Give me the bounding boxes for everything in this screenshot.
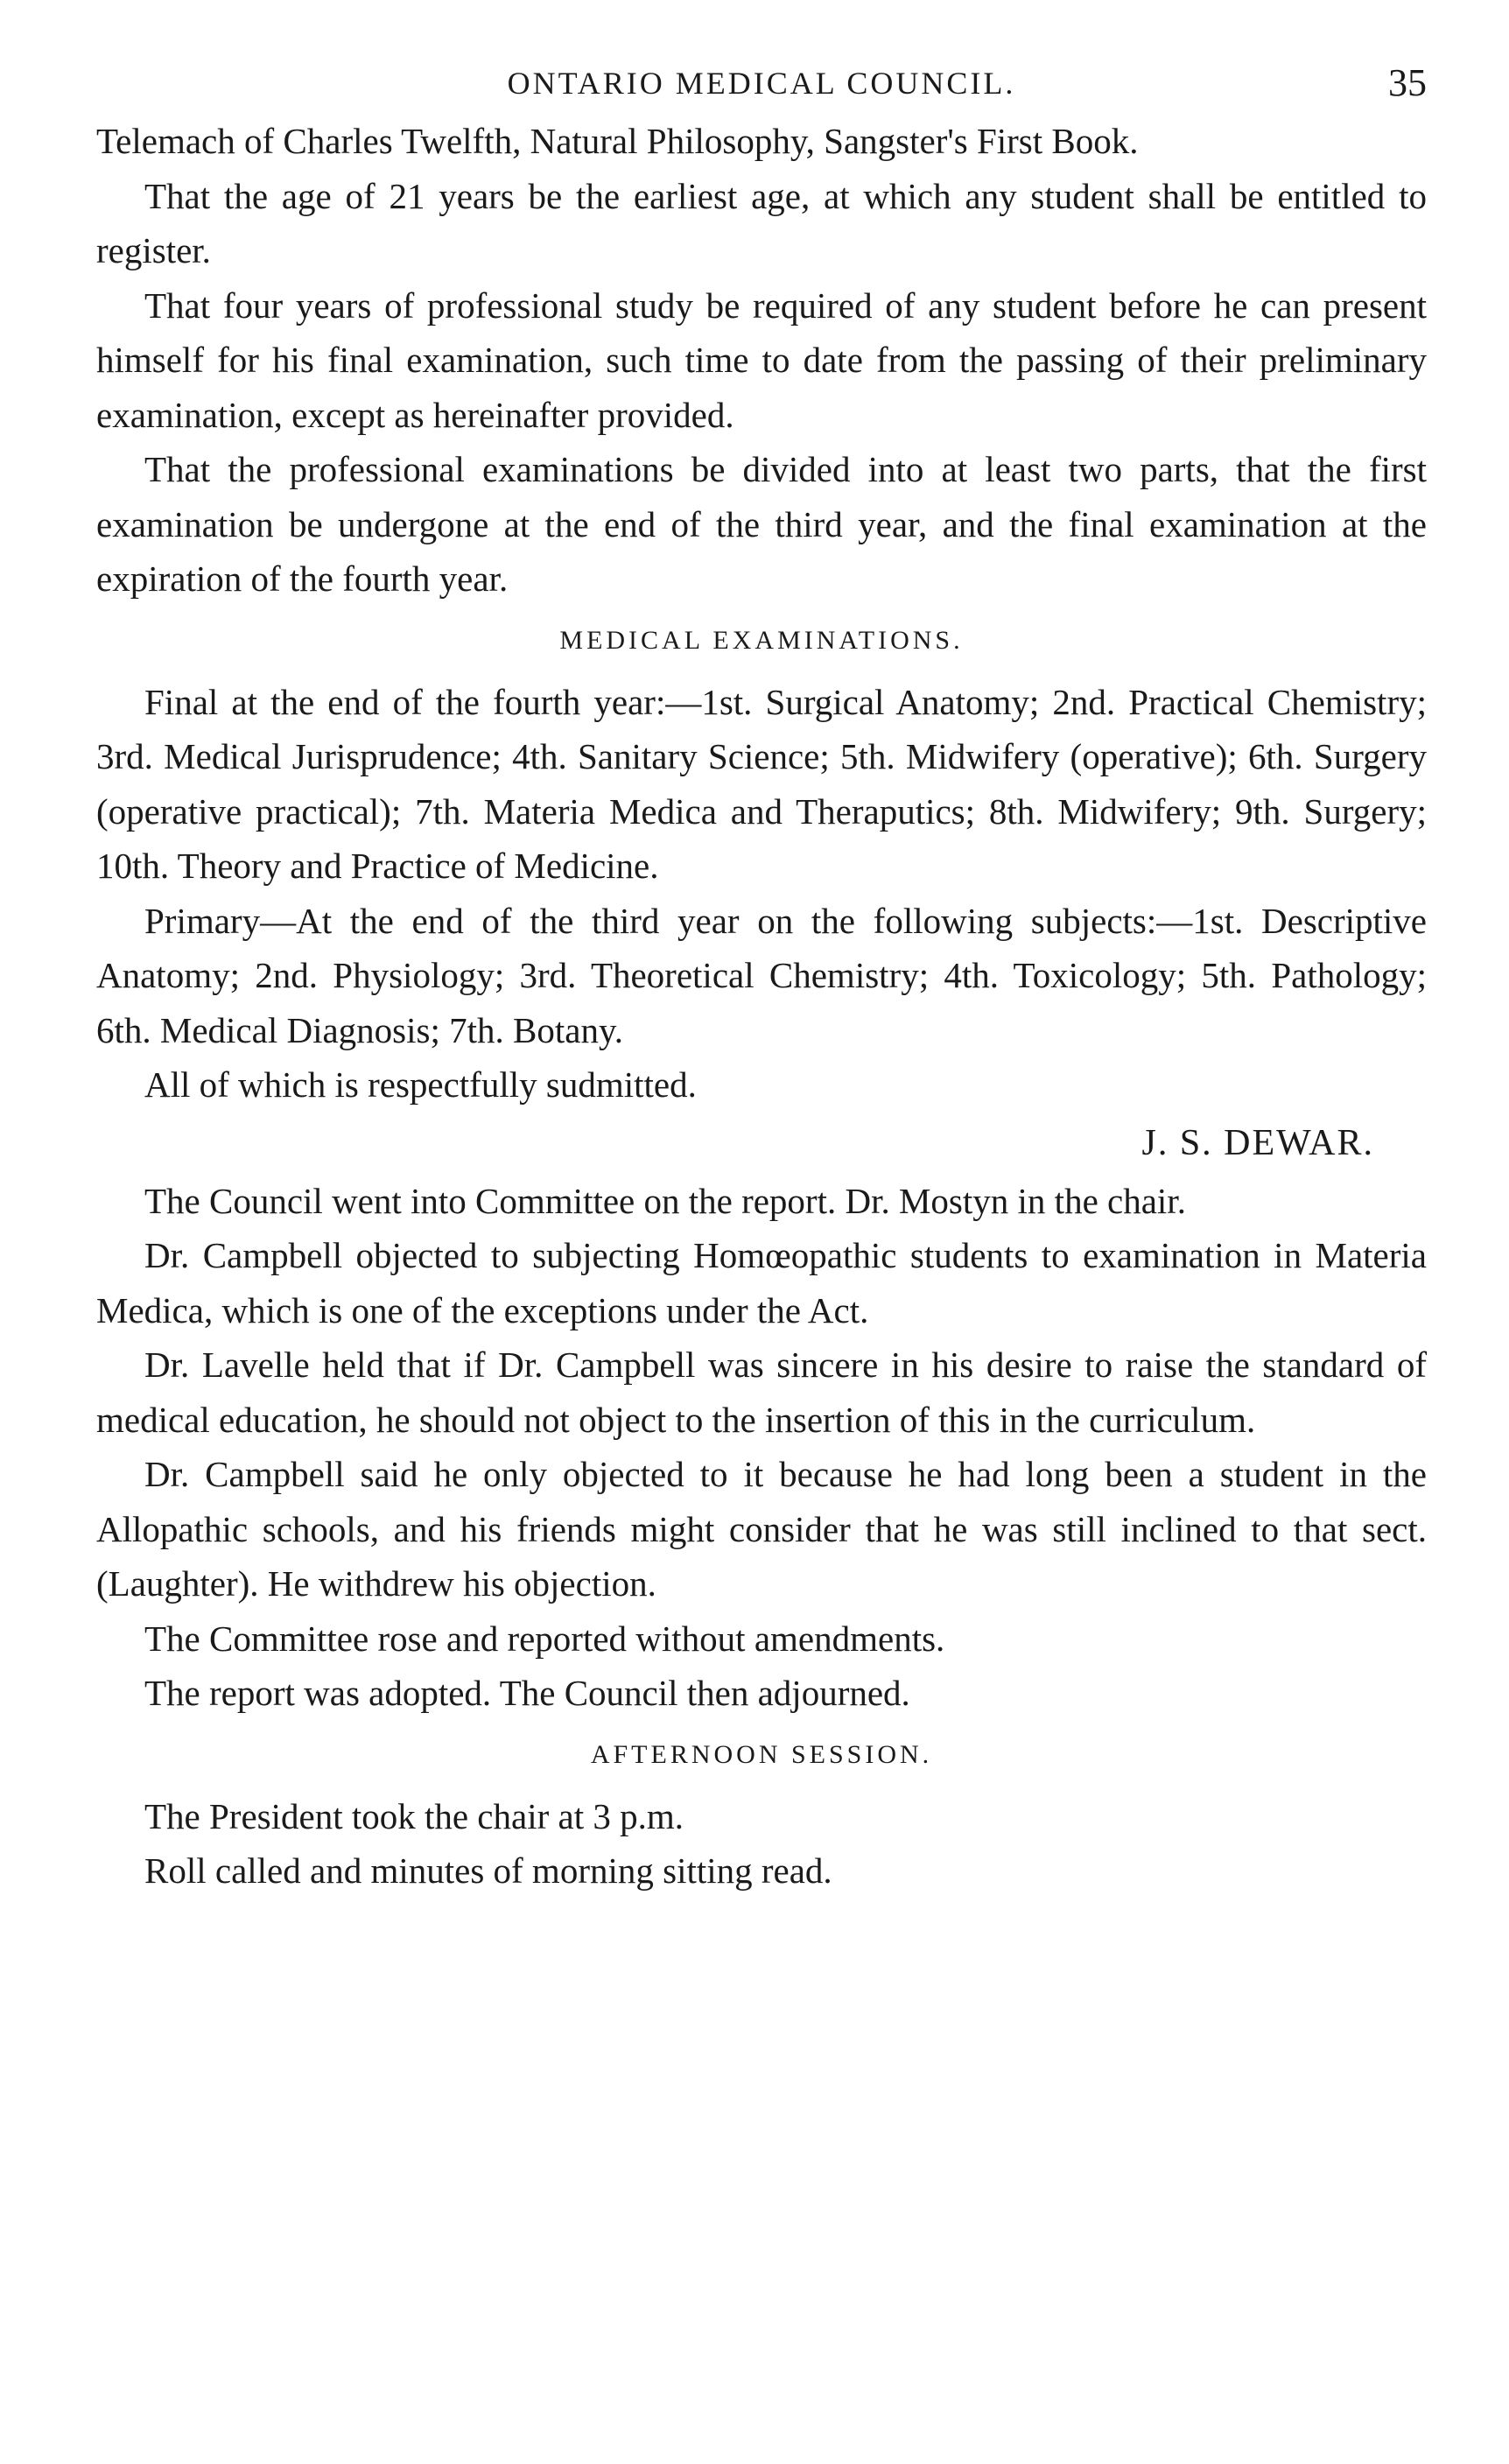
paragraph-final-exam: Final at the end of the fourth year:—1st. Surgical Anatomy; 2nd. Practical Chemistry; 3rd. Medical Jurisprudence; 4th. Sanitary Science; 5th. Midwifery (operative); 6th. Surgery (operative practical); 7th. Materia Medica and Theraputics; 8th. Midwifery; 9th. Surgery; 10th. Theory and Practice of Medicine.: [96, 681, 1427, 886]
paragraph-study-years: That four years of professional study be required of any student before he can present himself for his final examination, such time to date from the passing of their preliminary examination, except as hereinafter provided.: [96, 284, 1427, 435]
paragraph-report-adopted: The report was adopted. The Council then adjourned.: [144, 1673, 910, 1713]
paragraph-lavelle: Dr. Lavelle held that if Dr. Campbell was sincere in his desire to raise the standard of medical education, he should not object to the insertion of this in the curriculum.: [96, 1344, 1427, 1440]
signature: J. S. DEWAR.: [1141, 1122, 1374, 1163]
paragraph-submitted: All of which is respectfully sudmitted.: [144, 1064, 697, 1105]
paragraph-committee: The Council went into Committee on the report. Dr. Mostyn in the chair.: [144, 1180, 1186, 1221]
paragraph-roll-called: Roll called and minutes of morning sitting read.: [144, 1850, 832, 1891]
paragraph-campbell-withdrawal: Dr. Campbell said he only objected to it because he had long been a student in the Allopathic schools, and his friends might consider that he was still inclined to that sect. (Laughter). He withdrew his objection.: [96, 1454, 1427, 1604]
page-body: [96, 114, 1427, 1899]
section-heading-medical-examinations: MEDICAL EXAMINATIONS.: [559, 625, 964, 655]
paragraph-continued: Telemach of Charles Twelfth, Natural Philosophy, Sangster's First Book.: [96, 121, 1139, 161]
running-title: ONTARIO MEDICAL COUNCIL.: [507, 66, 1016, 101]
book-page: [96, 53, 1427, 2416]
paragraph-age-requirement: That the age of 21 years be the earliest age, at which any student shall be entitled to register.: [96, 175, 1427, 270]
paragraph-exam-parts: That the professional examinations be divided into at least two parts, that the first examination be undergone at the end of the third year, and the final examination at the expiration of the fourth year.: [96, 449, 1427, 599]
paragraph-campbell-objection: Dr. Campbell objected to subjecting Homœopathic students to examination in Materia Medica, which is one of the exceptions under the Act.: [96, 1235, 1427, 1330]
paragraph-committee-rose: The Committee rose and reported without amendments.: [144, 1618, 945, 1659]
paragraph-primary-exam: Primary—At the end of the third year on the following subjects:—1st. Descriptive Anatomy; 2nd. Physiology; 3rd. Theoretical Chemistry; 4th. Toxicology; 5th. Pathology; 6th. Medical Diagnosis; 7th. Botany.: [96, 900, 1427, 1050]
paragraph-president-chair: The President took the chair at 3 p.m.: [144, 1795, 684, 1836]
page-number: 35: [1388, 61, 1427, 104]
running-header: [96, 53, 1427, 114]
section-heading-afternoon-session: AFTERNOON SESSION.: [590, 1739, 933, 1769]
